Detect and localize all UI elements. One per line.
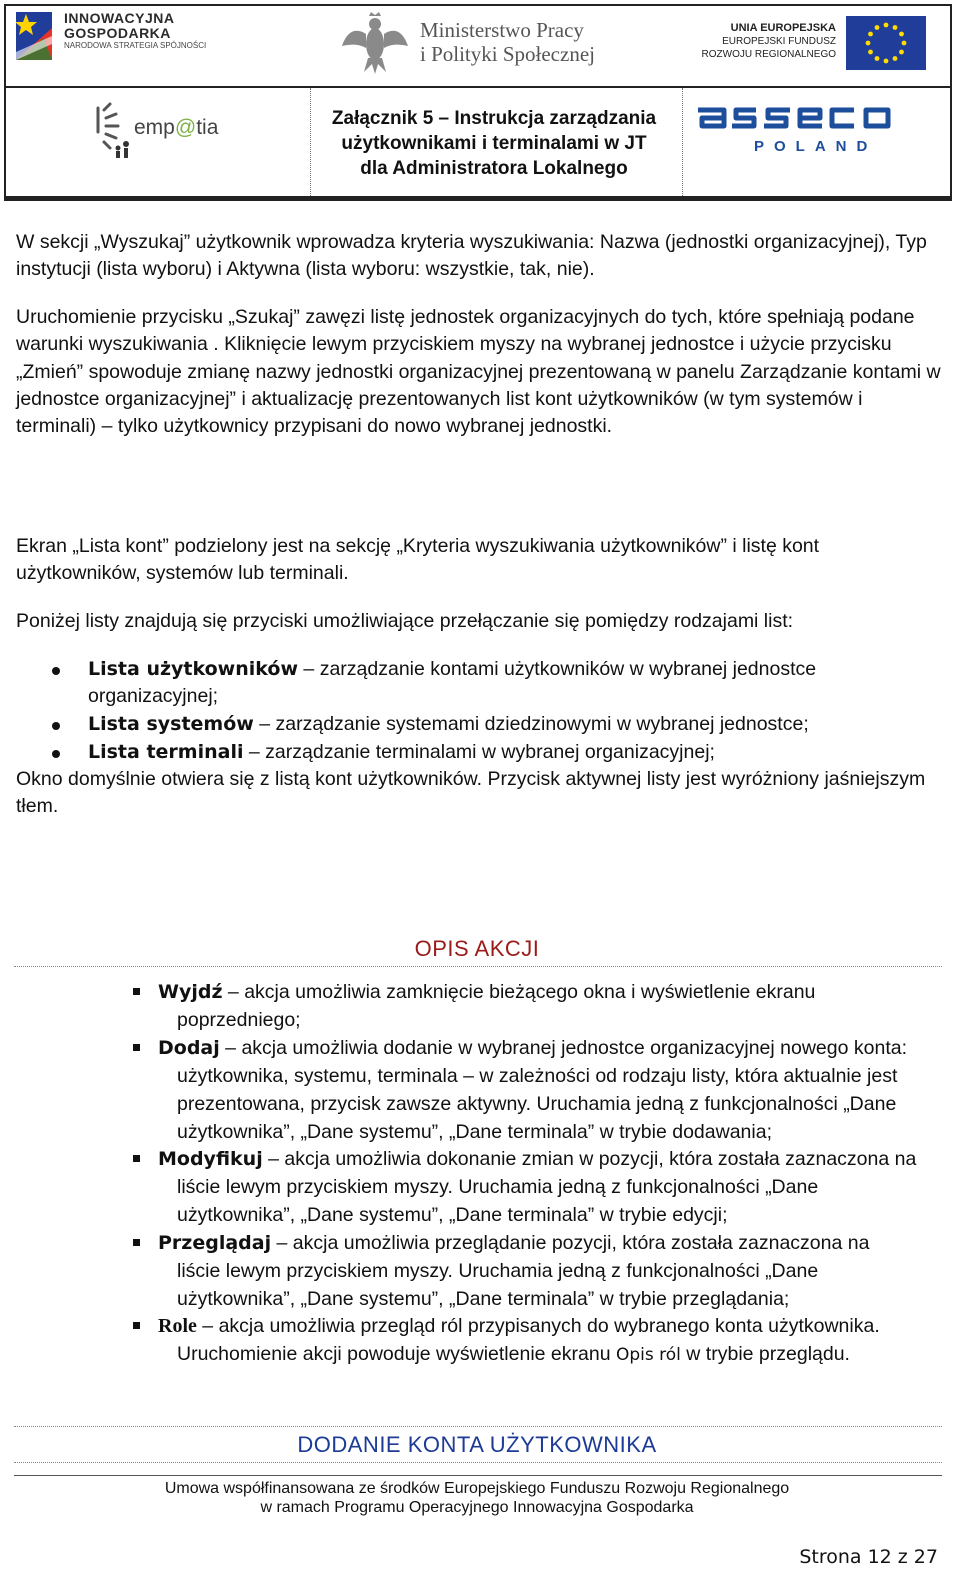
- asseco-wordmark-icon: [694, 102, 926, 132]
- list-item: [88, 711, 928, 738]
- bullet-dot-icon: [52, 667, 60, 675]
- logo-text: POLAND: [754, 138, 878, 155]
- action-term: Przeglądaj: [158, 1232, 272, 1254]
- bullet-dot-icon: [52, 722, 60, 730]
- footer-funding-note: [0, 1479, 954, 1517]
- header-title-line: Załącznik 5 – Instrukcja zarządzania: [331, 108, 657, 129]
- action-item-wyjdz: [158, 978, 940, 1034]
- action-desc-line: użytkownika, systemu, terminala – w zależności od rodzaju listy, która aktualnie jest: [177, 1065, 898, 1087]
- action-desc-text: w trybie przeglądu.: [680, 1343, 850, 1365]
- action-term: Role: [158, 1315, 197, 1337]
- action-desc: – akcja umożliwia dodanie w wybranej jednostce organizacyjnej nowego konta:: [219, 1037, 907, 1059]
- bullet-square-icon: [133, 988, 140, 995]
- bullet-term: Lista użytkowników: [88, 658, 299, 680]
- section-divider: [14, 966, 942, 967]
- bullet-desc: – zarządzanie kontami użytkowników w wybranej jednostce organizacyjnej;: [88, 658, 817, 708]
- action-term: Wyjdź: [158, 981, 223, 1003]
- action-term: Modyfikuj: [158, 1148, 263, 1170]
- action-desc: – akcja umożliwia przegląd ról przypisanych do wybranego konta użytkownika.: [196, 1315, 880, 1337]
- header-title-line: użytkownikami i terminalami w JT: [341, 133, 647, 154]
- empatia-wordmark: [134, 116, 218, 140]
- ig-emblem-icon: [14, 8, 60, 68]
- logo-text: tia: [196, 116, 219, 139]
- bullet-desc: – zarządzanie terminalami w wybranej organizacyjnej;: [243, 741, 715, 763]
- bullet-dot-icon: [52, 750, 60, 758]
- bullet-square-icon: [133, 1044, 140, 1051]
- logo-text: Ministerstwo Pracy: [420, 18, 584, 42]
- section-divider: [14, 1426, 942, 1427]
- action-desc-line: użytkownika”, „Dane systemu”, „Dane terminala” w trybie przeglądania;: [177, 1288, 790, 1310]
- ministerstwo-pracy-logo: [340, 10, 640, 80]
- paragraph: Poniżej listy znajdują się przyciski umożliwiające przełączanie się pomiędzy rodzajami list:: [16, 610, 794, 632]
- action-term: Dodaj: [158, 1037, 220, 1059]
- bullet-term: Lista terminali: [88, 741, 244, 763]
- bullet-square-icon: [133, 1322, 140, 1329]
- logo-text: UNIA EUROPEJSKA: [730, 22, 836, 34]
- paragraph: Okno domyślnie otwiera się z listą kont użytkowników. Przycisk aktywnej listy jest wyróżniony jaśniejszym tłem.: [16, 768, 926, 818]
- list-item: [88, 656, 928, 711]
- paragraph: Ekran „Lista kont” podzielony jest na sekcję „Kryteria wyszukiwania użytkowników” i listę kont użytkowników, systemów lub terminali.: [16, 535, 820, 585]
- footer-line: w ramach Programu Operacyjnego Innowacyjna Gospodarka: [260, 1499, 694, 1516]
- action-desc: – akcja umożliwia przeglądanie pozycji, która została zaznaczona na: [271, 1232, 870, 1254]
- bullet-desc: – zarządzanie systemami dziedzinowymi w wybranej jednostce;: [253, 713, 809, 735]
- action-desc-line: użytkownika”, „Dane systemu”, „Dane terminala” w trybie edycji;: [177, 1204, 728, 1226]
- action-desc: – akcja umożliwia zamknięcie bieżącego okna i wyświetlenie ekranu: [222, 981, 816, 1003]
- logo-text: NARODOWA STRATEGIA SPÓJNOŚCI: [64, 41, 207, 50]
- list-item: [88, 739, 928, 766]
- footer-rule: [14, 1475, 942, 1476]
- empatia-logo: [90, 100, 250, 170]
- action-desc-line: poprzedniego;: [177, 1009, 301, 1031]
- eu-flag-icon: [846, 16, 926, 70]
- logo-text: emp: [134, 116, 175, 139]
- logo-text: EUROPEJSKI FUNDUSZ: [722, 36, 836, 47]
- bullet-square-icon: [133, 1155, 140, 1162]
- page-number: Strona 12 z 27: [799, 1546, 938, 1568]
- bullet-term: Lista systemów: [88, 713, 254, 735]
- header-divider: [682, 88, 684, 196]
- header-title-line: dla Administratora Lokalnego: [360, 158, 628, 179]
- polish-eagle-icon: [340, 10, 410, 76]
- action-desc-line: prezentowana, przycisk zawsze aktywny. Uruchamia jedną z funkcjonalności „Dane: [177, 1093, 897, 1115]
- logo-text: GOSPODARKA: [64, 25, 171, 41]
- action-item-role: [158, 1312, 940, 1369]
- action-item-dodaj: [158, 1034, 940, 1146]
- unia-europejska-logo: [700, 14, 940, 76]
- section-divider: [14, 1462, 942, 1463]
- logo-text: @: [174, 116, 197, 139]
- action-desc-line: [158, 1340, 940, 1369]
- innowacyjna-gospodarka-logo: [14, 8, 214, 78]
- screen-name: Opis ról: [615, 1345, 681, 1365]
- action-desc-line: liście lewym przyciskiem myszy. Uruchamia jedną z funkcjonalności „Dane: [177, 1260, 819, 1282]
- action-desc: – akcja umożliwia dokonanie zmian w pozycji, która została zaznaczona na: [262, 1148, 917, 1170]
- bullet-square-icon: [133, 1239, 140, 1246]
- logo-text: i Polityki Społecznej: [420, 42, 595, 66]
- footer-line: Umowa współfinansowana ze środków Europejskiego Funduszu Rozwoju Regionalnego: [164, 1480, 790, 1497]
- action-desc-text: Uruchomienie akcji powoduje wyświetlenie ekranu: [177, 1343, 616, 1365]
- action-desc-line: liście lewym przyciskiem myszy. Uruchamia jedną z funkcjonalności „Dane: [177, 1176, 819, 1198]
- action-desc-line: użytkownika”, „Dane systemu”, „Dane terminala” w trybie dodawania;: [177, 1121, 772, 1143]
- section-title-dodanie-konta: DODANIE KONTA UŻYTKOWNIKA: [297, 1432, 657, 1457]
- asseco-logo: [694, 102, 934, 162]
- logo-text: INNOWACYJNA: [64, 10, 175, 26]
- paragraph: Uruchomienie przycisku „Szukaj” zawęzi listę jednostek organizacyjnych do tych, które spełniają podane warunki wyszukiwania . Kliknięcie lewym przyciskiem myszy na wybranej jednostce i użycie przycisku „Zmień” spowoduje zmianę nazwy jednostki organizacyjnej prezentowaną w panelu Zarządzanie kontami w jednostce organizacyjnej” i aktualizację prezentowanych list kont użytkowników (w tym systemów i terminali) – tylko użytkownicy przypisani do nowo wybranej jednostki.: [16, 306, 941, 438]
- document-header-title: [310, 106, 678, 181]
- action-item-przegladaj: [158, 1229, 940, 1313]
- empatia-emblem-icon: [90, 100, 132, 162]
- logo-text: ROZWOJU REGIONALNEGO: [701, 49, 836, 60]
- action-item-modyfikuj: [158, 1145, 940, 1229]
- section-title-opis-akcji: OPIS AKCJI: [414, 936, 540, 961]
- paragraph: W sekcji „Wyszukaj” użytkownik wprowadza kryteria wyszukiwania: Nazwa (jednostki organizacyjnej), Typ instytucji (lista wyboru) i Aktywna (lista wyboru: wszystkie, tak, nie).: [16, 231, 927, 281]
- header-shadow: [4, 198, 952, 201]
